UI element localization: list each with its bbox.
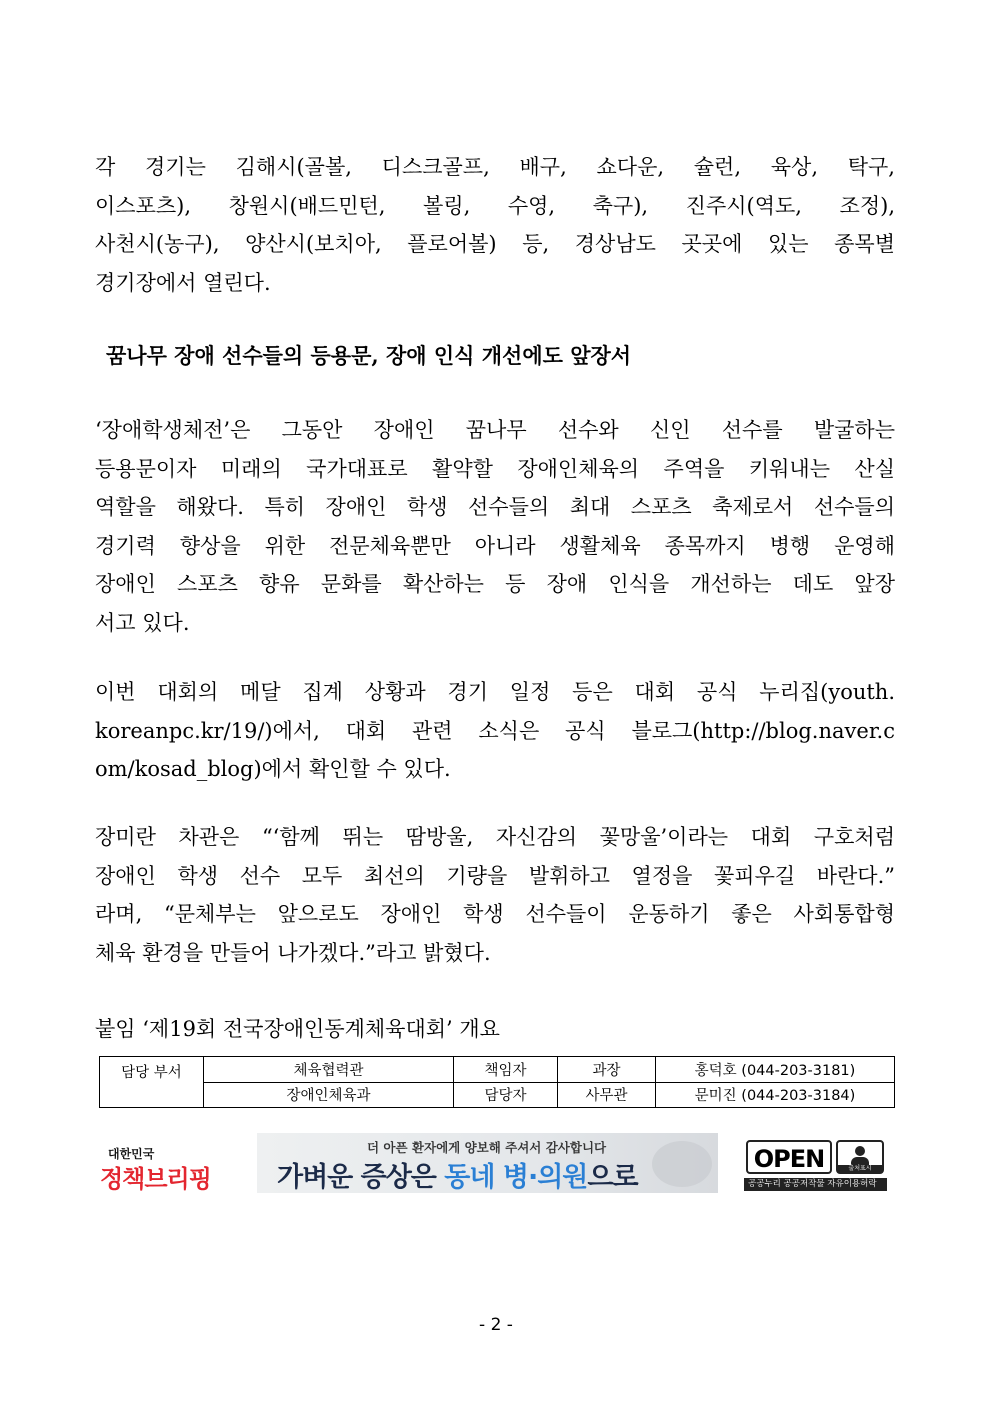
role-cell: 책임자	[454, 1057, 558, 1083]
section-heading: 꿈나무 장애 선수들의 등용문, 장애 인식 개선에도 앞장서	[106, 343, 632, 368]
table-row	[100, 1057, 895, 1083]
paragraph-gateway	[95, 411, 895, 643]
role-cell: 담당자	[454, 1082, 558, 1108]
policy-briefing-logo[interactable]	[100, 1145, 220, 1193]
attachment-note: 붙임 ‘제19회 전국장애인동계체육대회’ 개요	[95, 1017, 500, 1041]
banner-subtitle: 더 아픈 환자에게 양보해 주셔서 감사합니다	[367, 1140, 607, 1155]
contact-table	[99, 1056, 895, 1108]
title-cell: 사무관	[558, 1082, 656, 1108]
title-cell: 과장	[558, 1057, 656, 1083]
text-line: 경기력 향상을 위한 전문체육뿐만 아니라 생활체육 종목까지 병행 운영해	[95, 533, 895, 558]
text-line: koreanpc.kr/19/)에서, 대회 관련 소식은 공식 블로그(http://blog.naver.c	[95, 718, 895, 743]
banner-headline-highlight: 동네 병·의원	[444, 1162, 588, 1193]
text-line: om/kosad_blog)에서 확인할 수 있다.	[95, 757, 451, 782]
banner-headline	[277, 1155, 638, 1193]
paragraph-website	[95, 673, 895, 789]
text-line: 이스포츠), 창원시(배드민턴, 볼링, 수영, 축구), 진주시(역도, 조정),	[95, 193, 895, 218]
text-line: 체육 환경을 만들어 나가겠다.”라고 밝혔다.	[95, 940, 491, 965]
paragraph-quote	[95, 818, 895, 972]
text-line: 장애인 스포츠 향유 문화를 확산하는 등 장애 인식을 개선하는 데도 앞장	[95, 572, 895, 597]
logo-small-text: 대한민국	[108, 1147, 155, 1161]
text-line: 서고 있다.	[95, 610, 190, 635]
logo-big-text: 정책브리핑	[100, 1165, 211, 1193]
text-line: 등용문이자 미래의 국가대표로 활약할 장애인체육의 주역을 키워내는 산실	[95, 456, 895, 481]
contact-cell: 홍덕호 (044-203-3181)	[656, 1057, 895, 1083]
text-line: 라며, “문체부는 앞으로도 장애인 학생 선수들이 운동하기 좋은 사회통합형	[95, 902, 895, 927]
campaign-banner[interactable]	[257, 1133, 718, 1193]
dept-name-1: 체육협력관	[204, 1057, 454, 1083]
dept-name-2: 장애인체육과	[204, 1082, 454, 1108]
open-caption: 공공누리 공공저작물 자유이용허락	[744, 1178, 887, 1191]
text-line: ‘장애학생체전’은 그동안 장애인 꿈나무 선수와 신인 선수를 발굴하는	[95, 418, 895, 442]
text-line: 사천시(농구), 양산시(보치아, 플로어볼) 등, 경상남도 곳곳에 있는 종목별	[95, 232, 895, 257]
text-line: 장애인 학생 선수 모두 최선의 기량을 발휘하고 열정을 꽃피우길 바란다.”	[95, 863, 895, 888]
text-line: 각 경기는 김해시(골볼, 디스크골프, 배구, 쇼다운, 슐런, 육상, 탁구,	[95, 155, 895, 179]
text-line: 경기장에서 열린다.	[95, 270, 271, 295]
banner-headline-part: 가벼운 증상은	[277, 1162, 445, 1193]
page-number: - 2 -	[479, 1315, 513, 1335]
attribution-label: 출처표시	[838, 1165, 882, 1172]
kogl-open-badge[interactable]	[744, 1140, 887, 1192]
table-row	[100, 1082, 895, 1108]
open-text: OPEN	[746, 1140, 832, 1174]
banner-headline-part: 으로	[587, 1162, 638, 1193]
attribution-icon	[836, 1140, 884, 1174]
text-line: 역할을 해왔다. 특히 장애인 학생 선수들의 최대 스포츠 축제로서 선수들의	[95, 495, 895, 520]
text-line: 장미란 차관은 “‘함께 뛰는 땀방울, 자신감의 꽃망울’이라는 대회 구호처럼	[95, 825, 895, 849]
text-line: 이번 대회의 메달 집계 상황과 경기 일정 등은 대회 공식 누리집(youth.	[95, 680, 895, 704]
paragraph-venues	[95, 148, 895, 302]
banner-decoration	[652, 1141, 712, 1187]
contact-cell: 문미진 (044-203-3184)	[656, 1082, 895, 1108]
dept-label: 담당 부서	[100, 1057, 204, 1108]
